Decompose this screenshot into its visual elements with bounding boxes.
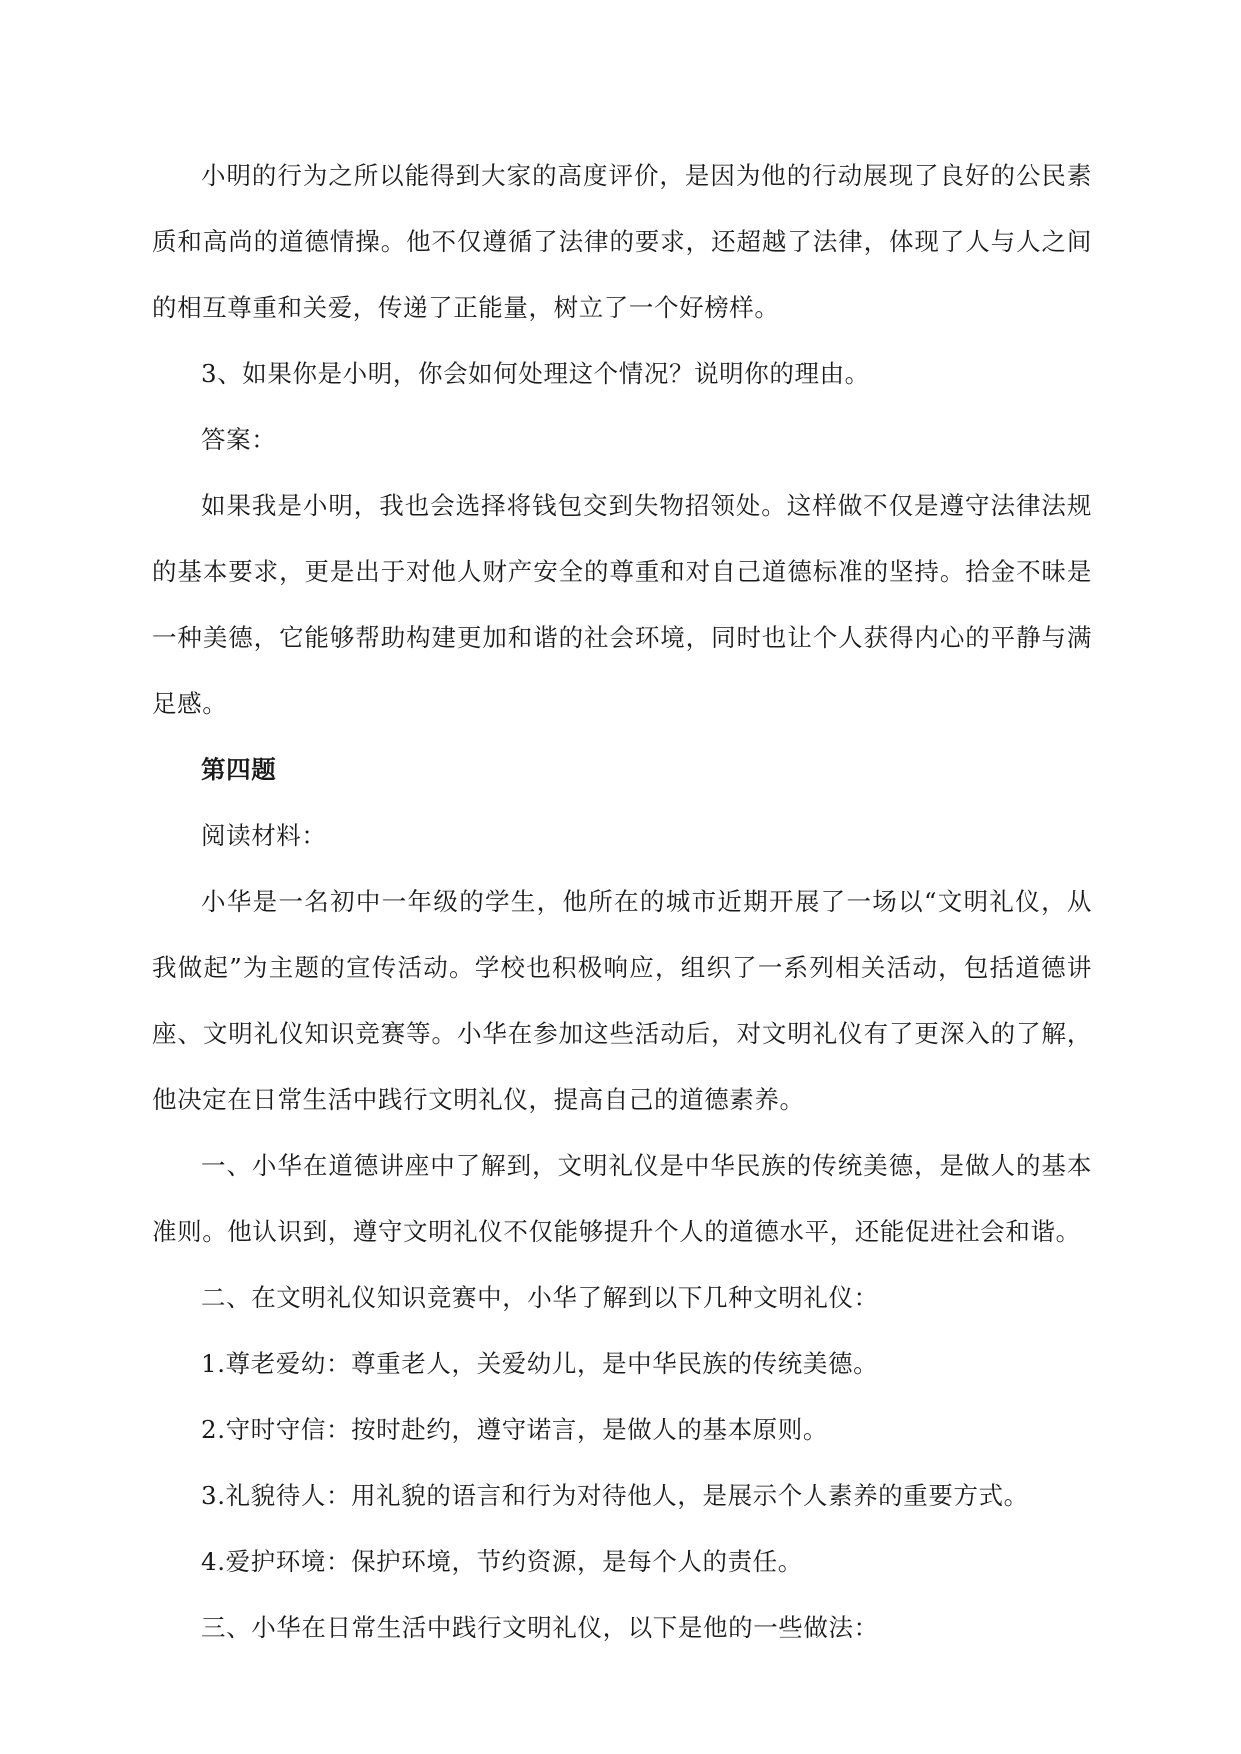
etiquette-item-2: 2.守时守信：按时赴约，遵守诺言，是做人的基本原则。 — [201, 1415, 828, 1444]
document-body — [152, 143, 1092, 1661]
answer-label: 答案： — [201, 425, 277, 454]
etiquette-item-1: 1.尊老爱幼：尊重老人，关爱幼儿，是中华民族的传统美德。 — [201, 1349, 879, 1378]
question-3: 3、如果你是小明，你会如何处理这个情况？说明你的理由。 — [201, 359, 870, 388]
reading-material-label: 阅读材料： — [201, 821, 327, 850]
point-two: 二、在文明礼仪知识竞赛中，小华了解到以下几种文明礼仪： — [201, 1283, 879, 1312]
reading-material-text: 小华是一名初中一年级的学生，他所在的城市近期开展了一场以“文明礼仪，从我做起”为主题的宣传活动。学校也积极响应，组织了一系列相关活动，包括道德讲座、文明礼仪知识竞赛等。小华在参加这些活动后，对文明礼仪有了更深入的了解，他决定在日常生活中践行文明礼仪，提高自己的道德素养。 — [152, 887, 1092, 1114]
answer-text: 如果我是小明，我也会选择将钱包交到失物招领处。这样做不仅是遵守法律法规的基本要求，更是出于对他人财产安全的尊重和对自己道德标准的坚持。拾金不昧是一种美德，它能够帮助构建更加和谐的社会环境，同时也让个人获得内心的平静与满足感。 — [152, 491, 1092, 718]
paragraph-evaluation: 小明的行为之所以能得到大家的高度评价，是因为他的行动展现了良好的公民素质和高尚的道德情操。他不仅遵循了法律的要求，还超越了法律，体现了人与人之间的相互尊重和关爱，传递了正能量，树立了一个好榜样。 — [152, 161, 1092, 322]
point-three: 三、小华在日常生活中践行文明礼仪，以下是他的一些做法： — [201, 1613, 879, 1642]
point-one: 一、小华在道德讲座中了解到，文明礼仪是中华民族的传统美德，是做人的基本准则。他认识到，遵守文明礼仪不仅能够提升个人的道德水平，还能促进社会和谐。 — [152, 1151, 1092, 1246]
etiquette-item-4: 4.爱护环境：保护环境，节约资源，是每个人的责任。 — [201, 1547, 803, 1576]
etiquette-item-3: 3.礼貌待人：用礼貌的语言和行为对待他人，是展示个人素养的重要方式。 — [201, 1481, 1029, 1510]
section-heading: 第四题 — [201, 755, 277, 784]
